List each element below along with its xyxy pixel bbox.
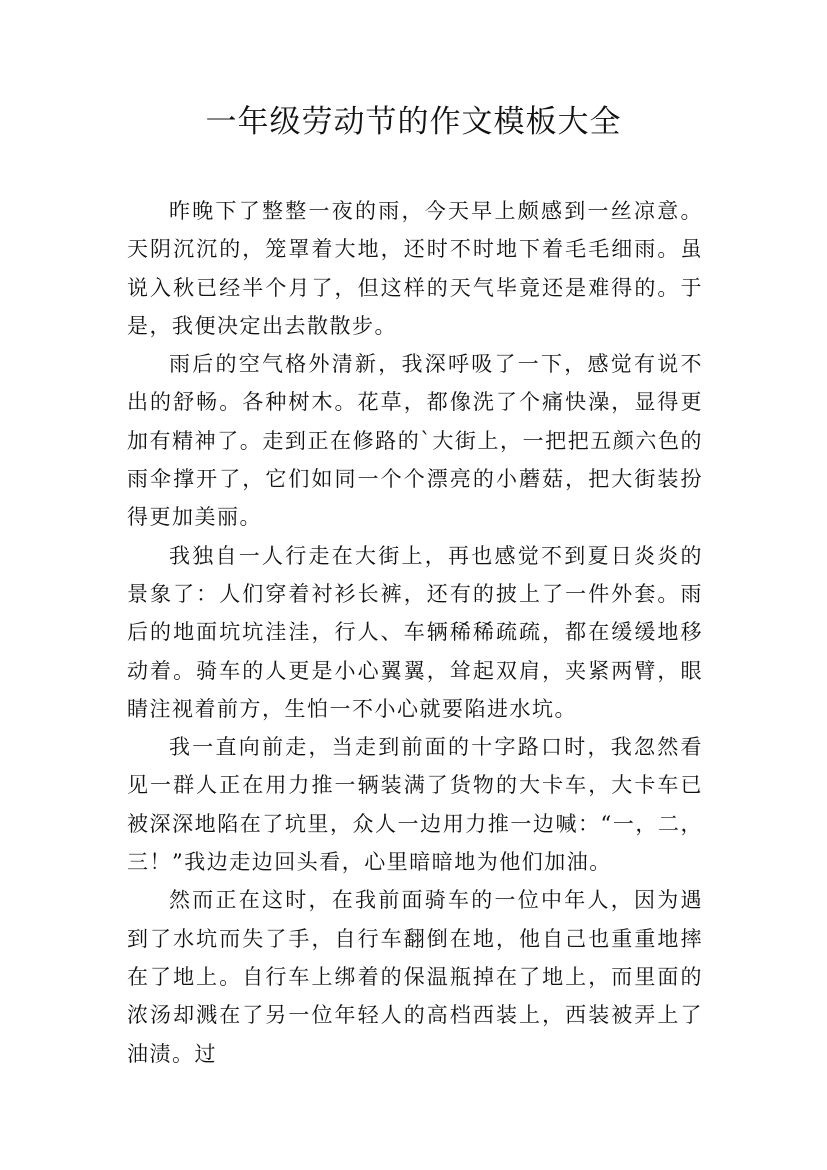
paragraph-2: 雨后的空气格外清新，我深呼吸了一下，感觉有说不出的舒畅。各种树木。花草，都像洗了个痛快澡，显得更加有精神了。走到正在修路的`大街上，一把把五颜六色的雨伞撑开了，它们如同一个个漂亮的小蘑菇，把大街装扮得更加美丽。 xyxy=(127,352,703,530)
document-title: 一年级劳动节的作文模板大全 xyxy=(205,104,622,140)
document-body xyxy=(127,192,703,1073)
paragraph-5: 然而正在这时，在我前面骑车的一位中年人，因为遇到了水坑而失了手，自行车翻倒在地，他自己也重重地摔在了地上。自行车上绑着的保温瓶掉在了地上，而里面的浓汤却溅在了另一位年轻人的高档西装上，西装被弄上了油渍。过 xyxy=(127,888,703,1066)
paragraph-1: 昨晚下了整整一夜的雨，今天早上颇感到一丝凉意。天阴沉沉的，笼罩着大地，还时不时地下着毛毛细雨。虽说入秋已经半个月了，但这样的天气毕竟还是难得的。于是，我便决定出去散散步。 xyxy=(127,199,703,338)
paragraph-3: 我独自一人行走在大街上，再也感觉不到夏日炎炎的景象了：人们穿着衬衫长裤，还有的披上了一件外套。雨后的地面坑坑洼洼，行人、车辆稀稀疏疏，都在缓缓地移动着。骑车的人更是小心翼翼，耸起双肩，夹紧两臂，眼睛注视着前方，生怕一不小心就要陷进水坑。 xyxy=(127,543,703,721)
paragraph-4: 我一直向前走，当走到前面的十字路口时，我忽然看见一群人正在用力推一辆装满了货物的大卡车，大卡车已被深深地陷在了坑里，众人一边用力推一边喊：“一，二，三！”我边走边回头看，心里暗暗地为他们加油。 xyxy=(127,735,703,875)
